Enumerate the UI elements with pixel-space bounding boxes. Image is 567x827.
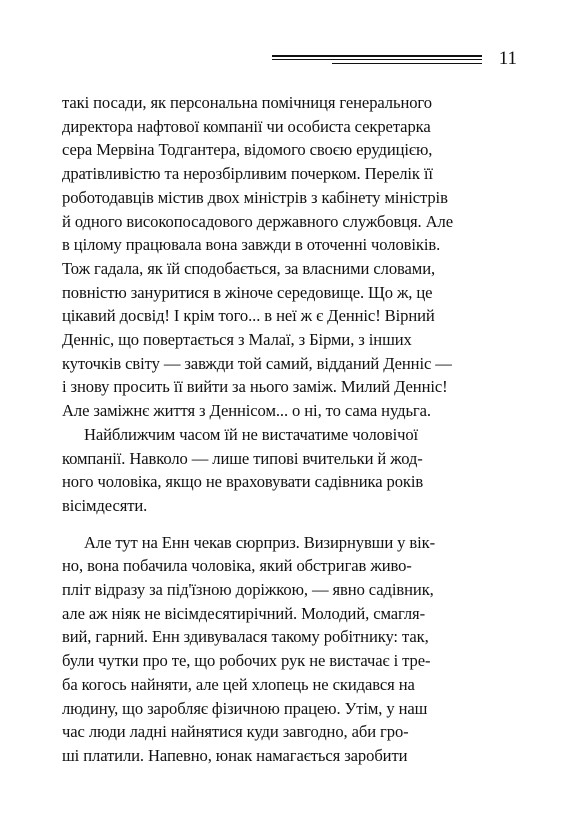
paragraph <box>62 531 517 768</box>
text-line: вий, гарний. Енн здивувалася такому робітнику: так, <box>62 627 429 647</box>
paragraph <box>62 423 517 518</box>
text-line: в цілому працювала вона завжди в оточенні чоловіків. <box>62 235 441 255</box>
text-line: куточків світу — завжди той самий, відданий Денніс — <box>62 353 452 373</box>
text-line: цікавий досвід! І крім того... в неї ж є Денніс! Вірний <box>62 306 435 326</box>
text-line: директора нафтової компанії чи особиста секретарка <box>62 116 431 136</box>
header-rule <box>272 55 482 57</box>
page-text <box>62 91 517 768</box>
text-line: сера Мервіна Тодгантера, відомого своєю ерудицією, <box>62 140 433 160</box>
text-line: людину, що заробляє фізичною працею. Утім, у наш <box>62 698 428 718</box>
text-line: але аж ніяк не вісімдесятирічний. Молодий, смагля- <box>62 603 426 623</box>
text-line: ші платили. Напевно, юнак намагається заробити <box>62 745 408 765</box>
text-line: Але тут на Енн чекав сюрприз. Визирнувши у вік- <box>84 532 436 552</box>
text-line: ного чоловіка, якщо не враховувати садівника років <box>62 472 424 492</box>
text-line: такі посади, як персональна помічниця генерального <box>62 93 432 112</box>
text-line: Найближчим часом їй не вистачатиме чоловічої <box>84 424 419 444</box>
text-line: Денніс, що повертається з Малаї, з Бірми, з інших <box>62 330 412 350</box>
text-line: дратівливістю та нерозбірливим почерком. Перелік її <box>62 164 433 184</box>
header-rule <box>272 59 482 60</box>
running-head <box>272 48 517 72</box>
page-number: 11 <box>498 48 517 69</box>
text-line: і знову просить її вийти за нього заміж. Милий Денніс! <box>62 377 448 397</box>
text-line: були чутки про те, що робочих рук не вистачає і тре- <box>62 651 431 671</box>
text-line: ба когось найняти, але цей хлопець не скидався на <box>62 674 415 694</box>
paragraph <box>62 91 517 423</box>
text-line: час люди ладні найнятися куди завгодно, аби гро- <box>62 722 409 742</box>
text-line: компанії. Навколо — лише типові вчительки й жод- <box>62 448 423 468</box>
text-line: Тож гадала, як їй сподобається, за власними словами, <box>62 258 436 278</box>
text-line: Але заміжнє життя з Деннісом... о ні, то сама нудьга. <box>62 401 431 421</box>
text-line: й одного високопосадового державного службовця. Але <box>62 211 453 231</box>
text-line: но, вона побачила чоловіка, який обстригав живо- <box>62 556 412 576</box>
text-line: вісімдесяти. <box>62 495 148 515</box>
text-line: пліт відразу за під'їзною доріжкою, — явно садівник, <box>62 580 434 600</box>
text-line: роботодавців містив двох міністрів з кабінету міністрів <box>62 187 448 207</box>
text-line: повністю зануритися в жіноче середовище. Що ж, це <box>62 282 433 302</box>
header-rule <box>332 63 482 64</box>
